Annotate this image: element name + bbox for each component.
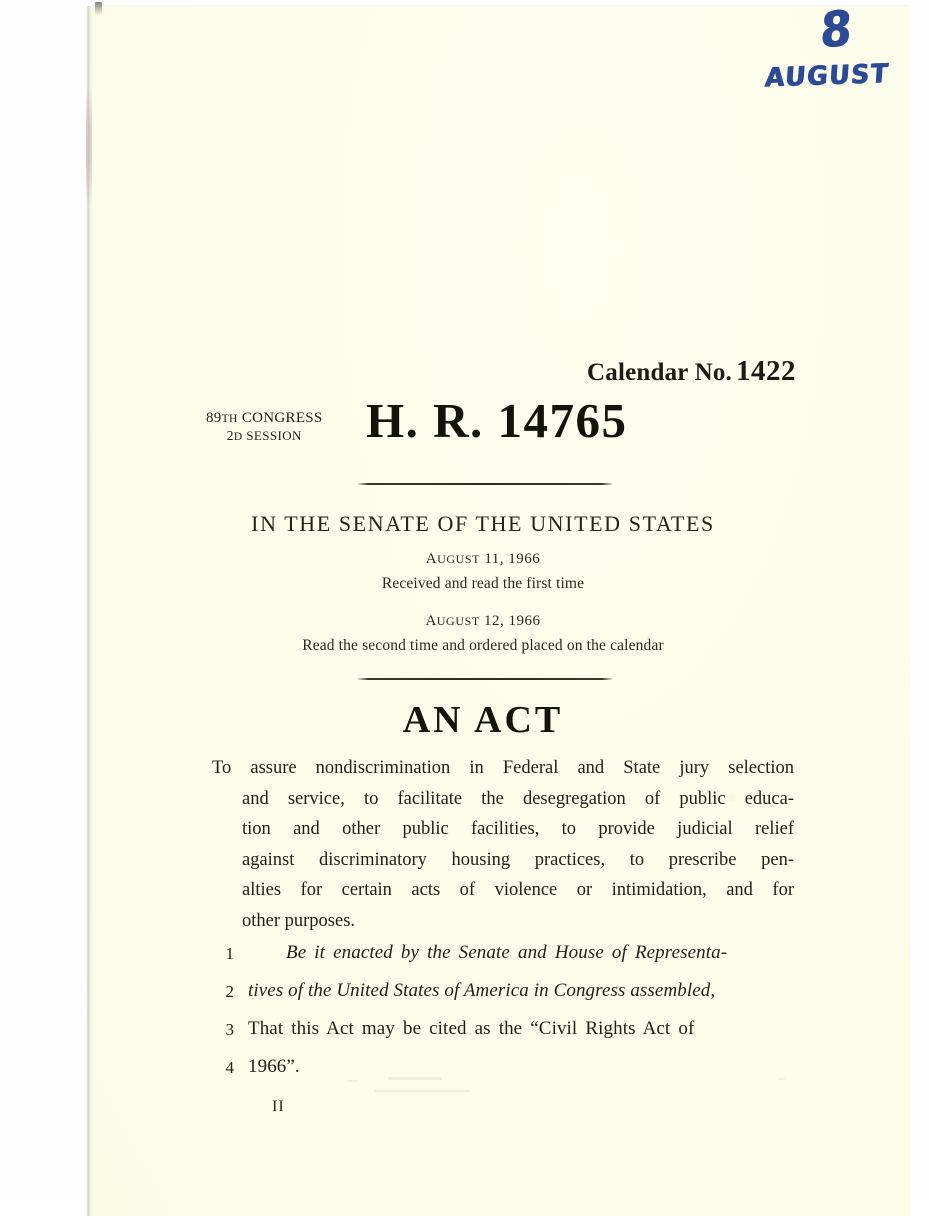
statute-line	[212, 976, 764, 1014]
scan-artifact	[348, 1080, 358, 1082]
line-number: 1	[225, 944, 234, 963]
line-text: tives of the United States of America in Congress assembled,	[248, 980, 716, 1001]
horizontal-rule-bottom	[358, 678, 612, 680]
scan-artifact	[728, 793, 736, 801]
horizontal-rule-top	[358, 483, 612, 485]
bill-identification-row	[88, 393, 798, 456]
action-entry	[88, 613, 878, 655]
line-number: 2	[225, 982, 234, 1001]
masthead	[88, 355, 798, 456]
line-text: That this Act may be cited as the “Civil Rights Act of	[248, 1018, 695, 1039]
handwritten-month: AUGUST	[764, 57, 891, 93]
action-date-initial: A	[425, 613, 437, 629]
page-marker: II	[272, 1098, 285, 1115]
act-preamble	[212, 753, 794, 936]
action-date-rest: 11, 1966	[480, 551, 541, 567]
preamble-line: other purposes.	[242, 910, 356, 931]
action-date	[88, 551, 878, 568]
preamble-line: and service, to facilitate the desegregation of public educa-	[242, 788, 794, 809]
action-description: Received and read the first time	[381, 575, 585, 592]
statute-line	[212, 1014, 764, 1052]
printed-content	[88, 0, 910, 1200]
scan-artifact	[778, 1078, 785, 1080]
preamble-line: against discriminatory housing practices, to prescribe pen-	[242, 849, 794, 870]
congress-line	[206, 410, 323, 428]
statute-line	[212, 938, 764, 976]
congress-session-block	[206, 410, 323, 444]
congress-ordinal: TH	[221, 413, 238, 425]
action-date-month: UGUST	[436, 614, 480, 628]
congress-word: CONGRESS	[241, 410, 323, 426]
handwritten-digit: 8	[819, 0, 854, 60]
session-word: SESSION	[246, 427, 302, 443]
line-text: Be it enacted by the Senate and House of Representa-	[286, 942, 728, 963]
action-description: Read the second time and ordered placed on the calendar	[302, 637, 664, 654]
calendar-number: 1422	[736, 355, 796, 387]
enacting-clause	[212, 938, 764, 1090]
statute-line	[212, 1052, 764, 1090]
calendar-label: Calendar No.	[586, 359, 732, 386]
line-number: 4	[225, 1058, 234, 1077]
preamble-line: tion and other public facilities, to provide judicial relief	[242, 819, 794, 839]
scan-artifact	[374, 1090, 470, 1092]
action-date	[88, 613, 878, 630]
preamble-line: alties for certain acts of violence or intimidation, and for	[242, 880, 794, 900]
action-entry	[88, 551, 878, 593]
chamber-heading: IN THE SENATE OF THE UNITED STATES	[251, 511, 715, 536]
scan-artifact	[388, 1077, 442, 1080]
congress-number: 89	[206, 410, 222, 426]
action-date-rest: 12, 1966	[479, 613, 541, 629]
act-title: AN ACT	[402, 699, 564, 741]
session-ordinal: D	[233, 430, 243, 443]
action-date-initial: A	[425, 551, 438, 567]
calendar-number-line	[88, 355, 798, 388]
action-date-month: UGUST	[437, 552, 481, 566]
preamble-line: To assure nondiscrimination in Federal and State jury selection	[212, 758, 794, 778]
line-text: 1966”.	[248, 1056, 300, 1077]
session-number: 2	[226, 427, 234, 443]
bill-number: H. R. 14765	[366, 393, 628, 448]
line-number: 3	[225, 1020, 234, 1039]
legislative-actions	[88, 551, 878, 655]
session-line	[206, 428, 323, 445]
